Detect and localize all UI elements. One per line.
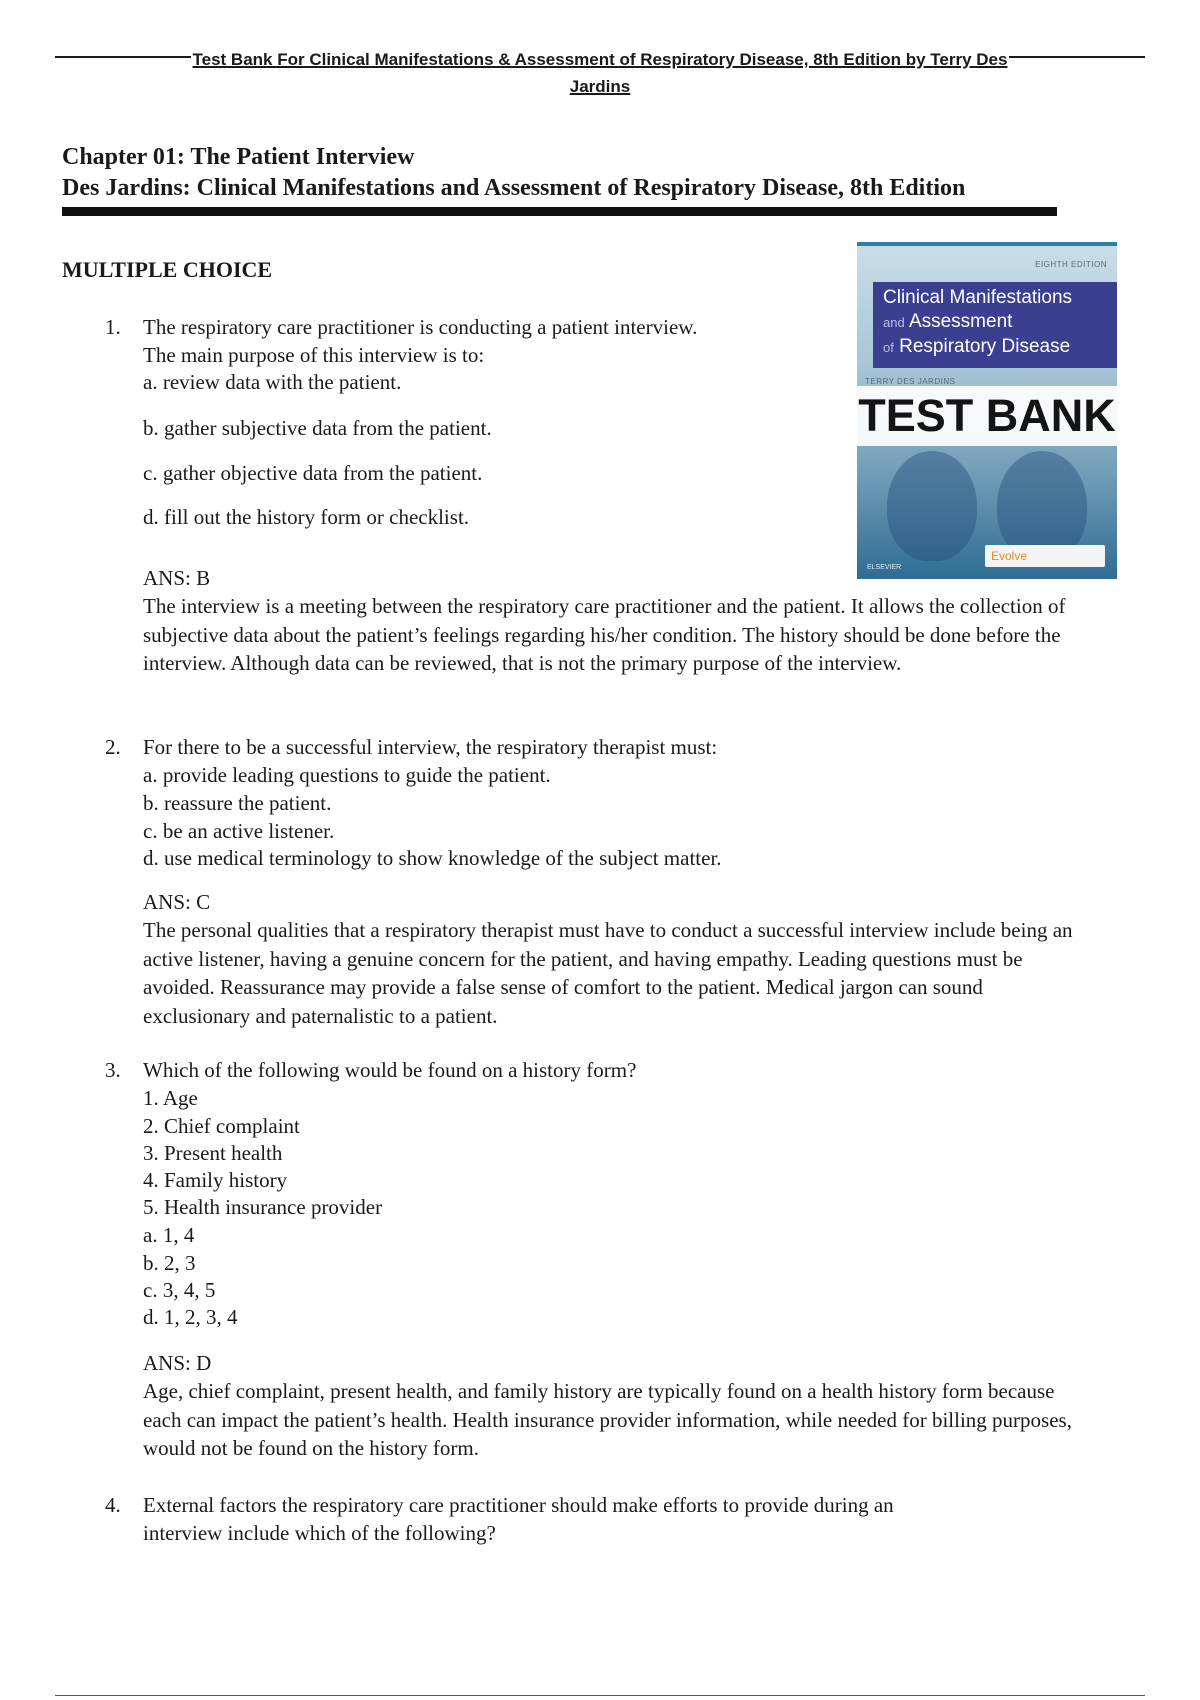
cover-title-box	[873, 282, 1117, 368]
question-stem: interview include which of the following?	[143, 1521, 496, 1545]
answer-option: c. 3, 4, 5	[143, 1278, 216, 1302]
answer-option: d. 1, 2, 3, 4	[143, 1305, 238, 1329]
cover-title-line3: Respiratory Disease	[899, 336, 1071, 357]
question-stem: Which of the following would be found on a history form?	[143, 1058, 637, 1082]
chapter-title: Chapter 01: The Patient Interview	[62, 144, 415, 170]
cover-title-line1: Clinical Manifestations	[883, 287, 1073, 308]
answer-key: ANS: C	[143, 890, 211, 914]
answer-key: ANS: D	[143, 1351, 212, 1375]
running-header-line2: Jardins	[569, 77, 631, 96]
question-stem: The main purpose of this interview is to:	[143, 343, 485, 367]
footer-rule	[55, 1695, 1145, 1696]
question-stem: The respiratory care practitioner is conducting a patient interview.	[143, 315, 698, 339]
answer-option: d. fill out the history form or checklist.	[143, 505, 470, 529]
answer-option: a. review data with the patient.	[143, 370, 402, 394]
answer-option: c. be an active listener.	[143, 819, 335, 843]
cover-author: TERRY DES JARDINS	[865, 377, 956, 386]
question-stem: For there to be a successful interview, the respiratory therapist must:	[143, 735, 718, 759]
answer-option: a. 1, 4	[143, 1223, 195, 1247]
cover-test-bank-banner: TEST BANK	[857, 386, 1117, 446]
answer-rationale: The interview is a meeting between the respiratory care practitioner and the patient. It allows the collection of subjective data about the patient’s feelings regarding his/her condition. The history should be done before the interview. Although data can be reviewed, that is not the primary purpose of the interview.	[143, 594, 1066, 675]
history-item: 1. Age	[143, 1086, 198, 1110]
cover-title-prefix-and: and	[883, 315, 905, 330]
question-number: 3.	[105, 1058, 121, 1082]
answer-rationale: Age, chief complaint, present health, and family history are typically found on a health history form because each can impact the patient’s health. Health insurance provider information, while needed for billing purposes, would not be found on the history form.	[143, 1379, 1072, 1460]
history-item: 5. Health insurance provider	[143, 1195, 383, 1219]
answer-key: ANS: B	[143, 566, 211, 590]
cover-title-line2: Assessment	[908, 311, 1013, 332]
question-number: 1.	[105, 315, 121, 339]
answer-option: b. 2, 3	[143, 1251, 196, 1275]
answer-option: d. use medical terminology to show knowledge of the subject matter.	[143, 846, 722, 870]
answer-rationale: The personal qualities that a respiratory therapist must have to conduct a successful interview include being an active listener, having a genuine concern for the patient, and having empathy. Leading questions must be avoided. Reassurance may provide a false sense of comfort to the patient. Medical jargon can sound exclusionary and paternalistic to a patient.	[143, 918, 1073, 1028]
answer-option: a. provide leading questions to guide the patient.	[143, 763, 551, 787]
history-item: 2. Chief complaint	[143, 1114, 300, 1138]
question-number: 2.	[105, 735, 121, 759]
question-number: 4.	[105, 1493, 121, 1517]
running-header	[130, 46, 1070, 100]
cover-title-prefix-of: of	[883, 340, 894, 355]
answer-option: c. gather objective data from the patient.	[143, 461, 483, 485]
chapter-subtitle: Des Jardins: Clinical Manifestations and Assessment of Respiratory Disease, 8th Edition	[62, 175, 966, 201]
answer-option: b. reassure the patient.	[143, 791, 332, 815]
book-cover	[857, 242, 1117, 579]
question-stem: External factors the respiratory care practitioner should make efforts to provide during an	[143, 1493, 894, 1517]
cover-lung-left	[887, 451, 977, 561]
history-item: 4. Family history	[143, 1168, 288, 1192]
cover-publisher: ELSEVIER	[867, 564, 902, 571]
cover-evolve-logo: Evolve	[985, 545, 1105, 567]
chapter-rule	[62, 207, 1057, 216]
section-title: MULTIPLE CHOICE	[62, 257, 273, 282]
history-item: 3. Present health	[143, 1141, 283, 1165]
running-header-line1: Test Bank For Clinical Manifestations & Assessment of Respiratory Disease, 8th Edition by Terry Des	[192, 50, 1008, 69]
answer-option: b. gather subjective data from the patient.	[143, 416, 492, 440]
cover-edition: EIGHTH EDITION	[1035, 260, 1107, 269]
